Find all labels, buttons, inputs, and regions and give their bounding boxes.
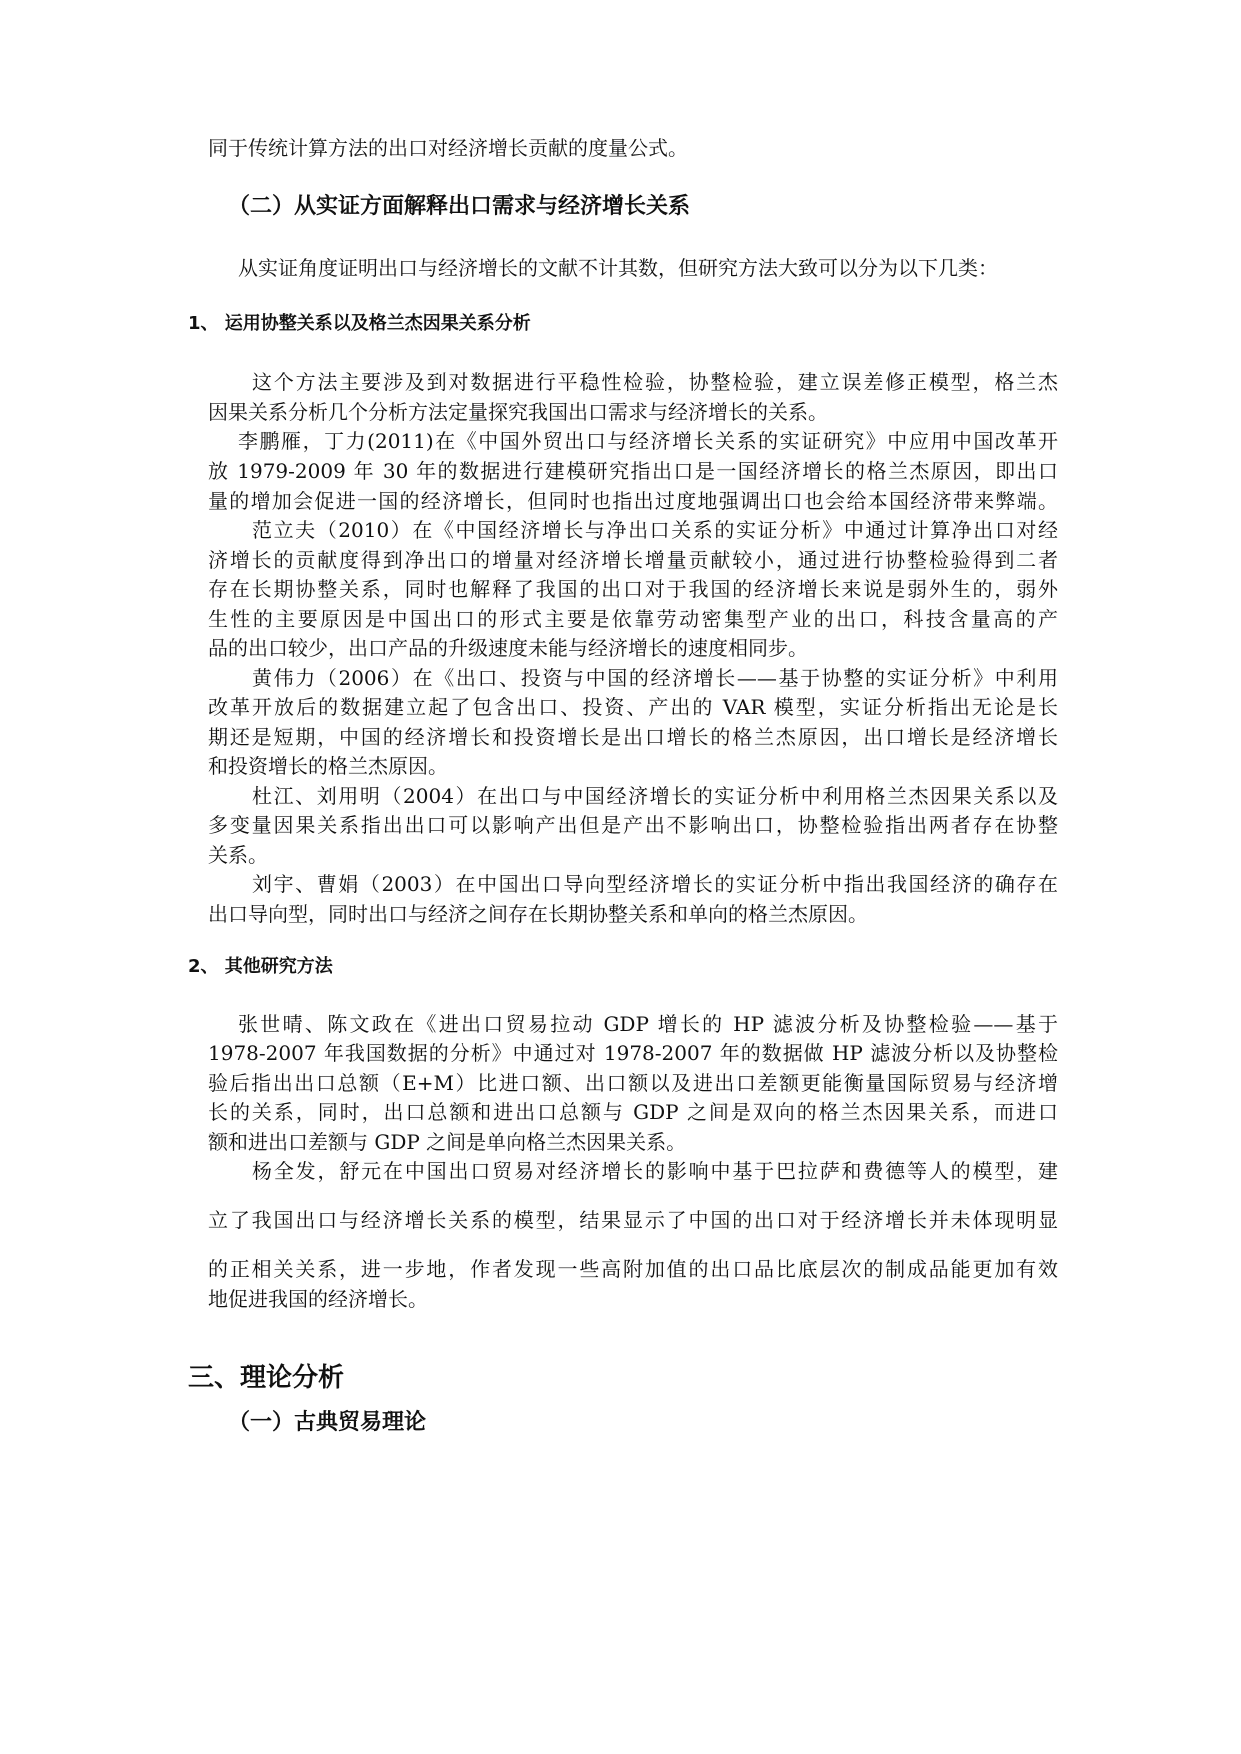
paragraph-line: 生性的主要原因是中国出口的形式主要是依靠劳动密集型产业的出口，科技含量高的产 [208,607,1058,631]
paragraph-line: 关系。 [208,843,268,867]
paragraph-line: 这个方法主要涉及到对数据进行平稳性检验，协整检验，建立误差修正模型，格兰杰 [252,370,1058,394]
paragraph-line: 改革开放后的数据建立起了包含出口、投资、产出的 VAR 模型，实证分析指出无论是长 [208,695,1058,719]
paragraph-line: 立了我国出口与经济增长关系的模型，结果显示了中国的出口对于经济增长并未体现明显 [208,1208,1058,1232]
paragraph-line: 期还是短期，中国的经济增长和投资增长是出口增长的格兰杰原因，出口增长是经济增长 [208,725,1058,749]
paragraph-line: 地促进我国的经济增长。 [208,1287,428,1311]
paragraph-line: 杜江、刘用明（2004）在出口与中国经济增长的实证分析中利用格兰杰因果关系以及 [252,784,1058,808]
paragraph-line: 存在长期协整关系，同时也解释了我国的出口对于我国的经济增长来说是弱外生的，弱外 [208,577,1058,601]
paragraph-line: 1978-2007 年我国数据的分析》中通过对 1978-2007 年的数据做 HP 滤波分析以及协整检 [208,1041,1058,1065]
paragraph-line: 同于传统计算方法的出口对经济增长贡献的度量公式。 [208,136,688,160]
paragraph-line: 量的增加会促进一国的经济增长，但同时也指出过度地强调出口也会给本国经济带来弊端。 [208,489,1058,513]
paragraph-line: 黄伟力（2006）在《出口、投资与中国的经济增长——基于协整的实证分析》中利用 [252,666,1058,690]
paragraph-line: 李鹏雁，丁力(2011)在《中国外贸出口与经济增长关系的实证研究》中应用中国改革开 [238,429,1058,453]
paragraph-line: 范立夫（2010）在《中国经济增长与净出口关系的实证分析》中通过计算净出口对经 [252,518,1058,542]
subsection-heading-other-methods: 2、 其他研究方法 [188,956,333,977]
subsection-heading-cointegration: 1、 运用协整关系以及格兰杰因果关系分析 [188,313,531,334]
chapter-heading-theory: 三、理论分析 [188,1363,345,1393]
paragraph-line: 杨全发，舒元在中国出口贸易对经济增长的影响中基于巴拉萨和费德等人的模型，建 [252,1159,1058,1183]
paragraph-line: 长的关系，同时，出口总额和进出口总额与 GDP 之间是双向的格兰杰因果关系，而进口 [208,1100,1058,1124]
paragraph-line: 张世晴、陈文政在《进出口贸易拉动 GDP 增长的 HP 滤波分析及协整检验——基于 [238,1012,1058,1036]
paragraph-line: 多变量因果关系指出出口可以影响产出但是产出不影响出口，协整检验指出两者存在协整 [208,813,1058,837]
paragraph-line: 因果关系分析几个分析方法定量探究我国出口需求与经济增长的关系。 [208,400,828,424]
paragraph-line: 济增长的贡献度得到净出口的增量对经济增长增量贡献较小，通过进行协整检验得到二者 [208,548,1058,572]
section-heading-empirical: （二）从实证方面解释出口需求与经济增长关系 [228,194,691,219]
paragraph-line: 的正相关关系，进一步地，作者发现一些高附加值的出口品比底层次的制成品能更加有效 [208,1257,1058,1281]
paragraph-line: 刘宇、曹娟（2003）在中国出口导向型经济增长的实证分析中指出我国经济的确存在 [252,872,1058,896]
paragraph-line: 验后指出出口总额（E+M）比进口额、出口额以及进出口差额更能衡量国际贸易与经济增 [208,1071,1058,1095]
paragraph-line: 从实证角度证明出口与经济增长的文献不计其数，但研究方法大致可以分为以下几类： [238,256,998,280]
paragraph-line: 品的出口较少，出口产品的升级速度未能与经济增长的速度相同步。 [208,636,808,660]
paragraph-line: 放 1979-2009 年 30 年的数据进行建模研究指出口是一国经济增长的格兰杰原因，即出口 [208,459,1058,483]
paragraph-line: 出口导向型，同时出口与经济之间存在长期协整关系和单向的格兰杰原因。 [208,902,868,926]
paragraph-line: 和投资增长的格兰杰原因。 [208,754,448,778]
paragraph-line: 额和进出口差额与 GDP 之间是单向格兰杰因果关系。 [208,1130,687,1154]
section-heading-classical-trade: （一）古典贸易理论 [228,1410,427,1435]
